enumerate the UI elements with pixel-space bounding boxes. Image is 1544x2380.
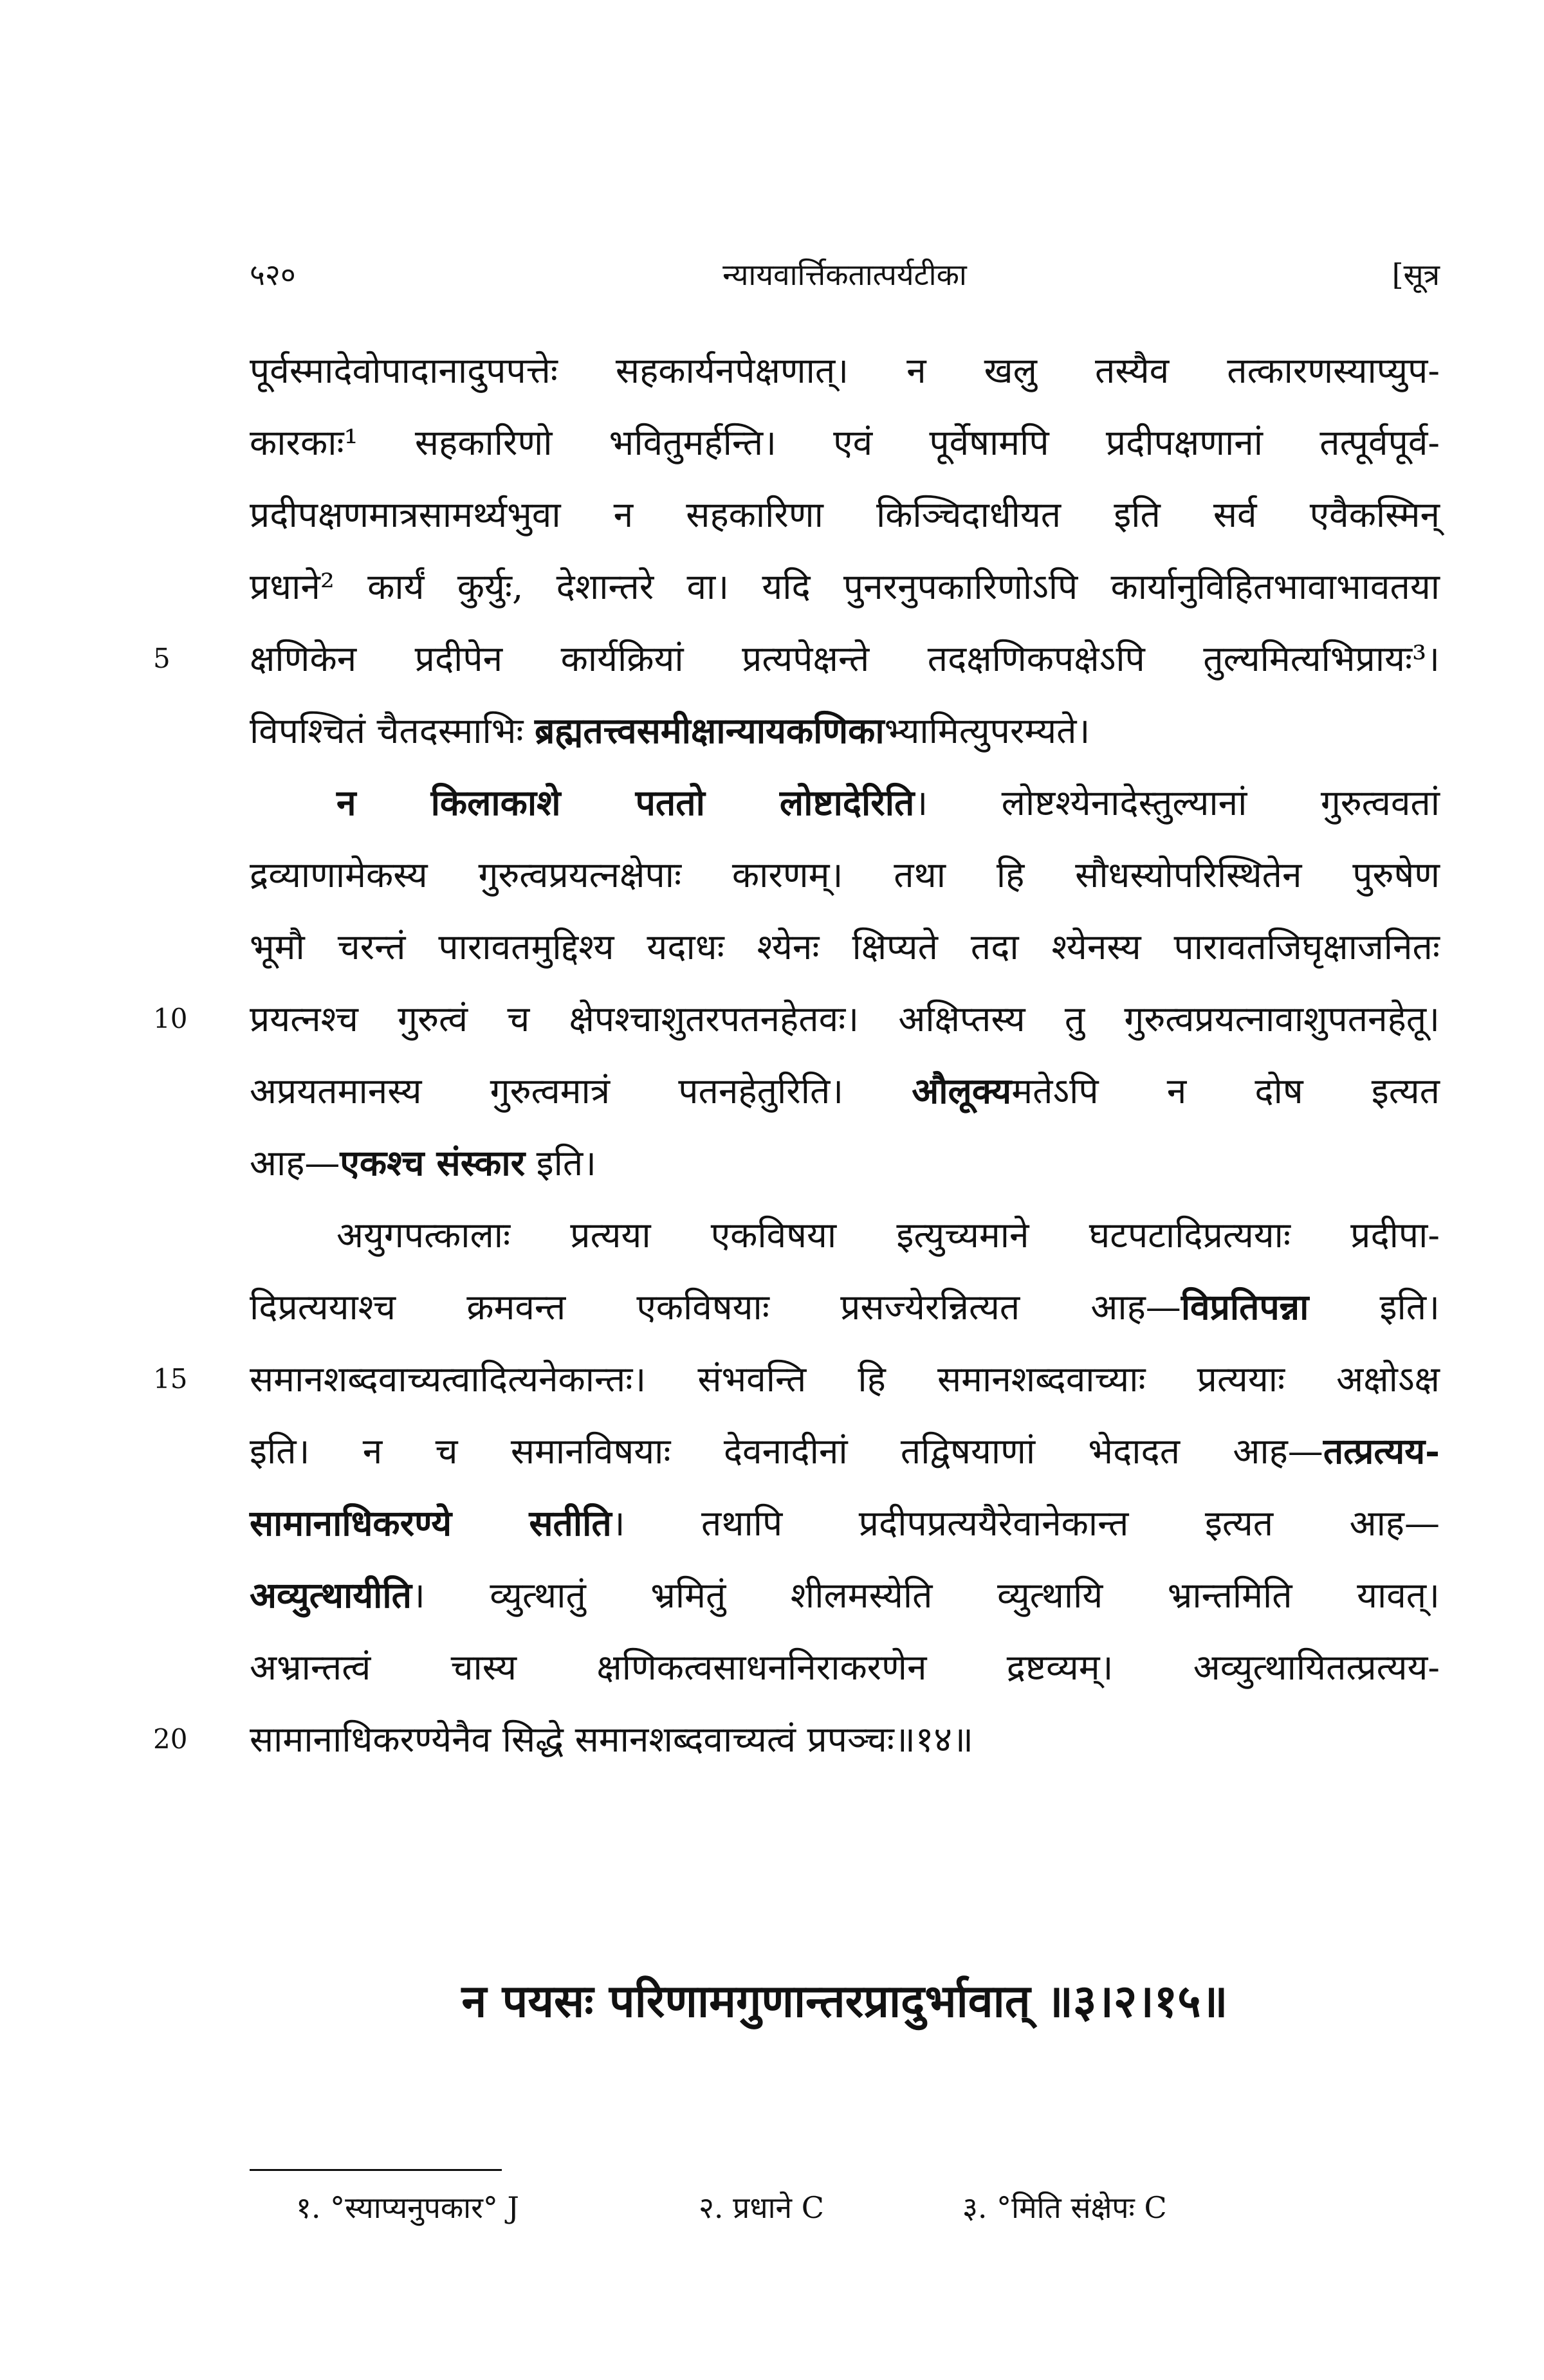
text-segment: विपश्चितं चैतदस्माभिः <box>250 710 535 751</box>
text-line <box>250 1631 1440 1703</box>
running-title: न्यायवार्त्तिकतात्पर्यटीका <box>722 257 967 292</box>
text-segment: इति। <box>525 1142 597 1184</box>
line-number: 10 <box>153 1003 188 1034</box>
running-header <box>250 254 1440 299</box>
text-segment: भूमौ चरन्तं पारावतमुद्दिश्य यदाधः श्येनः क्षिप्यते तदा श्येनस्य पारावतजिघृक्षाजनितः <box>250 926 1440 967</box>
text-line <box>250 1559 1440 1631</box>
text-segment: सामानाधिकरण्येनैव सिद्धे समानशब्दवाच्यत्वं प्रपञ्चः॥१४॥ <box>250 1719 973 1760</box>
text-segment: पूर्वस्मादेवोपादानादुपपत्तेः सहकार्यनपेक्षणात्। न खलु तस्यैव तत्कारणस्याप्युप- <box>250 350 1440 391</box>
footnotes <box>283 2187 1441 2232</box>
text-segment: अयुगपत्कालाः प्रत्यया एकविषया इत्युच्यमाने घटपटादिप्रत्ययाः प्रदीपा- <box>336 1214 1440 1256</box>
text-line <box>153 1703 1440 1775</box>
bold-term: औलूक्य <box>912 1070 1012 1112</box>
text-line <box>250 1415 1440 1487</box>
text-line <box>250 839 1440 911</box>
text-line <box>250 334 1440 407</box>
text-segment: इति। न च समानविषयाः देवनादीनां तद्विषयाणां भेदादत आह— <box>250 1431 1323 1472</box>
text-segment: प्रदीपक्षणमात्रसामर्थ्यभुवा न सहकारिणा किञ्चिदाधीयत इति सर्व एवैकस्मिन् <box>250 494 1440 535</box>
text-segment: प्रधाने² कार्यं कुर्युः, देशान्तरे वा। यदि पुनरनुपकारिणोऽपि कार्यानुविहितभावाभावतया <box>250 566 1440 607</box>
text-line <box>250 1199 1440 1271</box>
text-line <box>250 1271 1440 1343</box>
bold-term: विप्रतिपन्ना <box>1181 1286 1309 1328</box>
text-line <box>153 983 1440 1055</box>
bold-term: न किलाकाशे पततो लोष्टादेरिति <box>336 782 915 823</box>
text-segment: आह— <box>250 1142 340 1184</box>
section-label: [सूत्र <box>1392 257 1440 292</box>
text-line <box>250 1055 1440 1127</box>
text-segment: अभ्रान्तत्वं चास्य क्षणिकत्वसाधननिराकरणेन द्रष्टव्यम्। अव्युत्थायितत्प्रत्यय- <box>250 1647 1440 1688</box>
commentary-text <box>153 334 1440 1775</box>
page-number: ५२० <box>250 257 296 292</box>
text-segment: । तथापि प्रदीपप्रत्ययैरेवानेकान्त इत्यत आह— <box>611 1503 1440 1544</box>
footnote-1: १. °स्याप्यनुपकार° J <box>296 2190 519 2225</box>
bold-term: एकश्च संस्कार <box>340 1142 526 1184</box>
text-segment: । व्युत्थातुं भ्रमितुं शीलमस्येति व्युत्थायि भ्रान्तमिति यावत्। <box>411 1575 1440 1616</box>
footnote-2: २. प्रधाने C <box>699 2190 824 2225</box>
bold-term: अव्युत्थायीति <box>250 1574 412 1616</box>
text-segment: दिप्रत्ययाश्च क्रमवन्त एकविषयाः प्रसज्येरन्नित्यत आह— <box>250 1286 1181 1328</box>
text-segment: । लोष्टश्येनादेस्तुल्यानां गुरुत्ववतां <box>914 782 1440 823</box>
text-segment: भ्यामित्युपरम्यते। <box>884 710 1090 751</box>
footnote-rule <box>250 2169 502 2171</box>
text-segment: कारकाः¹ सहकारिणो भवितुमर्हन्ति। एवं पूर्वेषामपि प्रदीपक्षणानां तत्पूर्वपूर्व- <box>250 422 1440 463</box>
text-line <box>250 767 1440 839</box>
line-number: 20 <box>153 1723 188 1755</box>
line-number: 5 <box>153 643 170 674</box>
text-line <box>250 1127 1440 1199</box>
text-segment: मतेऽपि न दोष इत्यत <box>1011 1070 1440 1112</box>
bold-term: तत्प्रत्यय- <box>1323 1430 1440 1472</box>
text-line <box>250 911 1440 983</box>
text-line <box>250 407 1440 479</box>
bold-term: सामानाधिकरण्ये सतीति <box>250 1502 612 1544</box>
text-segment: इति। <box>1309 1286 1440 1328</box>
text-segment: क्षणिकेन प्रदीपेन कार्यक्रियां प्रत्यपेक्षन्ते तदक्षणिकपक्षेऽपि तुल्यमित्यभिप्रायः³। <box>250 638 1440 679</box>
text-line <box>250 695 1440 767</box>
text-line <box>250 551 1440 623</box>
text-line <box>153 1343 1440 1415</box>
sutra-heading: न पयसः परिणामगुणान्तरप्रादुर्भावात् ॥३।२।१५॥ <box>461 1974 1228 2028</box>
line-number: 15 <box>153 1363 188 1395</box>
text-line <box>250 479 1440 551</box>
text-segment: प्रयत्नश्च गुरुत्वं च क्षेपश्चाशुतरपतनहेतवः। अक्षिप्तस्य तु गुरुत्वप्रयत्नावाशुपतनहेतू। <box>250 998 1440 1039</box>
text-segment: द्रव्याणामेकस्य गुरुत्वप्रयत्नक्षेपाः कारणम्। तथा हि सौधस्योपरिस्थितेन पुरुषेण <box>250 854 1440 895</box>
text-segment: समानशब्दवाच्यत्वादित्यनेकान्तः। संभवन्ति हि समानशब्दवाच्याः प्रत्ययाः अक्षोऽक्ष <box>250 1359 1440 1400</box>
text-line <box>153 623 1440 695</box>
footnote-3: ३. °मिति संक्षेपः C <box>962 2190 1167 2225</box>
bold-term: ब्रह्मतत्त्वसमीक्षान्यायकणिका <box>534 709 885 751</box>
text-line <box>250 1487 1440 1559</box>
text-segment: अप्रयतमानस्य गुरुत्वमात्रं पतनहेतुरिति। <box>250 1070 912 1112</box>
